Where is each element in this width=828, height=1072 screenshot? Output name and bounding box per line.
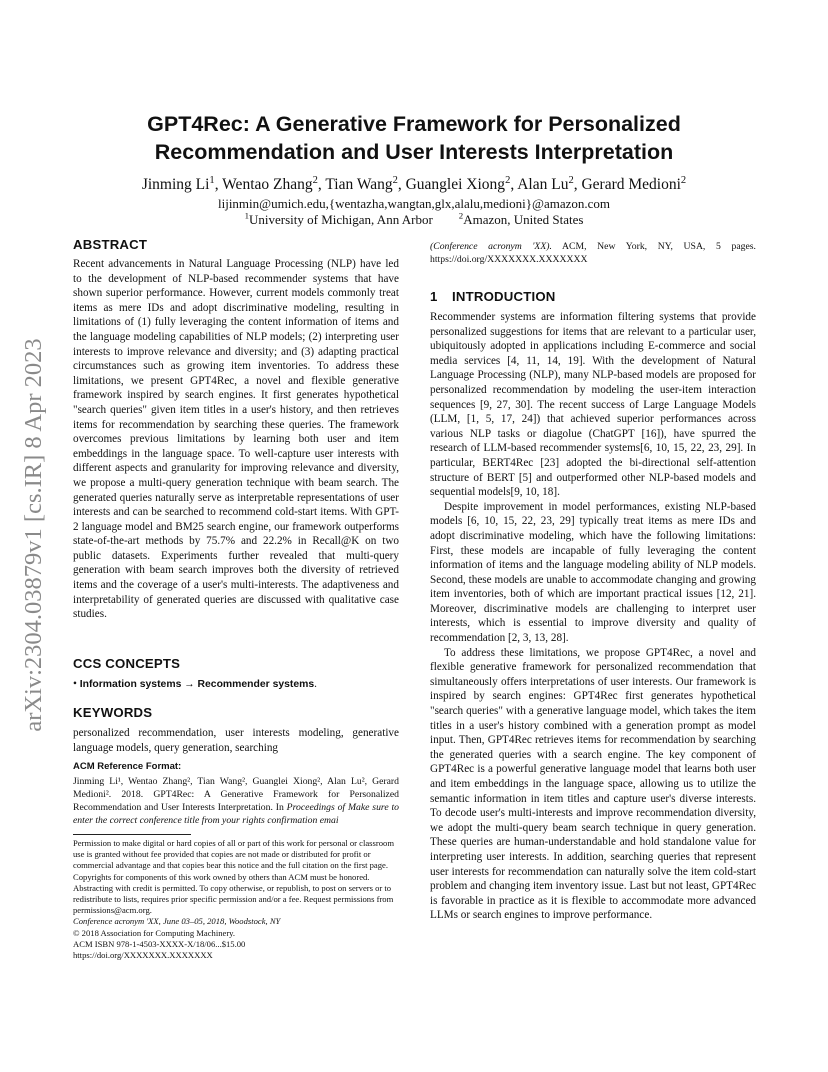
title-line-1: GPT4Rec: A Generative Framework for Personalized [147,112,681,136]
title-line-2: Recommendation and User Interests Interpretation [154,140,674,164]
intro-paragraph-2: Despite improvement in model performances, existing NLP-based models [6, 10, 15, 22, 23, 29] typically treat items as mere IDs and adopt discriminative modeling, which have the following limitations: First, these models are incapable of fully leveraging the content information of items and the language modeling ability of NLP models. Second, these models are unable to accommodate changing and growing item inventories, both of which are important practical issues [12, 21]. Moreover, discriminative models are challenging to interpret user interests, which is essential to improve diversity and quality of recommendation [2, 3, 13, 28]. [430,500,756,645]
ccs-heading: CCS CONCEPTS [73,656,181,671]
author: Alan Lu$^2$ [517,174,574,193]
keywords-section [73,705,399,755]
affiliation-1: University of Michigan, Ann Arbor [248,212,433,227]
introduction-section [430,289,756,923]
author: Wentao Zhang$^2$ [222,174,318,193]
author-emails: lijinmin@umich.edu,{wentazha,wangtan,glx,alalu,medioni}@amazon.com [217,196,610,211]
introduction-heading: 1 INTRODUCTION [430,289,556,304]
intro-paragraph-3: To address these limitations, we propose GPT4Rec, a novel and flexible generative framework for personalized recommendation that simultaneously offers interpretations of user interests. Our framework is inspired by search engines: GPT4Rec first generates hypothetical "search queries" with a generative language model, which takes the item titles in a user's history combined with a generation prompt as model input. Then, GPT4Rec retrieves items for recommendation by searching the generated queries with a search engine. The key component of GPT4Rec is a powerful generative language model that learns both user and item embeddings in the language space, allowing us to utilize the semantic information in item titles and capture user's diverse interests. To decode user's multi-interests and improve recommendation diversity, we adopt the multi-query beam search technique in query generation. These queries are human-understandable and hold standalone value for interpreting user interests. In addition, searching queries that represent user interests for recommendation can naturally solve the item cold-start problem and changing item inventory issue. Last but not least, GPT4Rec is favorable in practice as it is flexible to accommodate more advanced LLMs or search engines to improve performance. [430,646,756,922]
author: Gerard Medioni$^2$ [581,174,687,193]
doi-line: https://doi.org/XXXXXXX.XXXXXXX [73,950,213,961]
abstract-text: Recent advancements in Natural Language Processing (NLP) have led to the development of NLP-based recommender systems that have shown superior performance. However, current models commonly treat items as mere IDs and adopt discriminative modeling, resulting in limitations of (1) fully leveraging the content information of items and the language modeling capabilities of NLP models; (2) interpreting user interests to improve relevance and diversity; and (3) adapting practical circumstances such as growing item inventories. To address these limitations, we present GPT4Rec, a novel and flexible generative framework inspired by search engines. It first generates hypothetical "search queries" given item titles in a user's history, and then retrieves items for recommendation by searching these queries. The framework overcomes previous limitations by learning both user and item embeddings in the language space. To well-capture user interests with different aspects and granularity for improving relevance and diversity, we propose a multi-query generation technique with beam search. The generated queries naturally serve as interpretable representations of user interests and can be searched to recommend cold-start items. With GPT-2 language model and BM25 search engine, our framework outperforms state-of-the-art methods by 75.7% and 22.2% in Recall@K on two public datasets. Experiments further revealed that multi-query generation with beam search improves both the diversity of retrieved items and the coverage of a user's multi-interests. The adaptiveness and interpretability of generated queries are discussed with qualitative case studies. [73,258,399,621]
arxiv-identifier: arXiv:2304.03879v1 [cs.IR] 8 Apr 2023 [20,338,47,732]
copyright-footnote [73,838,399,961]
ccs-item: Information systems → Recommender systems [79,679,315,690]
permission-notice: Permission to make digital or hard copies of all or part of this work for personal or classroom use is granted without fee provided that copies are not made or distributed for profit or commercial advantage and that copies bear this notice and the full citation on the first page. Copyrights for components of this work owned by others than ACM must be honored. Abstracting with credit is permitted. To copy otherwise, or republish, to post on servers or to redistribute to lists, requires prior specific permission and/or a fee. Request permissions from permissions@acm.org. [73,838,394,916]
conference-line: Conference acronym 'XX, June 03–05, 2018, Woodstock, NY [73,916,281,927]
author: Jinming Li$^1$ [141,174,215,193]
author-affiliations: $^1$University of Michigan, Ann Arbor $^2$Amazon, United States [244,210,584,227]
reference-format-section [73,761,399,827]
arxiv-sidebar [4,305,64,765]
intro-paragraph-1: Recommender systems are information filtering systems that provide personalized suggestions for items that are relevant to a particular user, ubiquitously adopted in applications including E-commerce and social media services [4, 11, 14, 19]. With the development of Natural Language Processing (NLP), many NLP-based models are proposed for personalized recommendation by modeling the user-item interaction sequences [9, 27, 30]. The recent success of Large Language Models (LLM, [1, 5, 17, 24]) that achieved superior performances across various NLP tasks or diagolue (ChatGPT [16]), have spurred the research of LLM-based recommender systems[6, 10, 15, 22, 23, 29]. In particular, BERT4Rec [23] adopted the bi-directional self-attention structure of BERT [5] and outperformed other NLP-based models and sequential models[9, 10, 18]. [430,311,756,499]
affiliation-2: Amazon, United States [463,212,584,227]
copyright-line: © 2018 Association for Computing Machinery. [73,927,236,938]
ccs-concept: • Information systems → Recommender systems. [73,678,317,690]
reference-format-heading: ACM Reference Format: [73,761,182,772]
paper-title [90,110,738,166]
author-list: Jinming Li$^1$, Wentao Zhang$^2$, Tian Wang$^2$, Guanglei Xiong$^2$, Alan Lu$^2$, Gerard Medioni$^2$ [141,174,687,193]
keywords-heading: KEYWORDS [73,705,153,720]
ccs-section [73,656,399,693]
author: Tian Wang$^2$ [325,174,398,193]
isbn-line: ACM ISBN 978-1-4503-XXXX-X/18/06...$15.00 [73,938,246,949]
author: Guanglei Xiong$^2$ [405,174,511,193]
abstract-section [73,237,399,622]
reference-format-continued: (Conference acronym 'XX). ACM, New York, NY, USA, 5 pages. https://doi.org/XXXXXXX.XXXXXXX [430,241,756,265]
abstract-heading: ABSTRACT [73,237,148,252]
reference-format-citation: Jinming Li¹, Wentao Zhang², Tian Wang², Guanglei Xiong², Alan Lu², Gerard Medioni². 2018. GPT4Rec: A Generative Framework for Personalized Recommendation and User Interests Interpretation. In Proceedings of Make sure to enter the correct conference title from your rights confirmation emai [73,776,399,826]
keywords-text: personalized recommendation, user interests modeling, generative language models, query generation, searching [73,727,399,754]
footnote-rule [73,834,191,835]
